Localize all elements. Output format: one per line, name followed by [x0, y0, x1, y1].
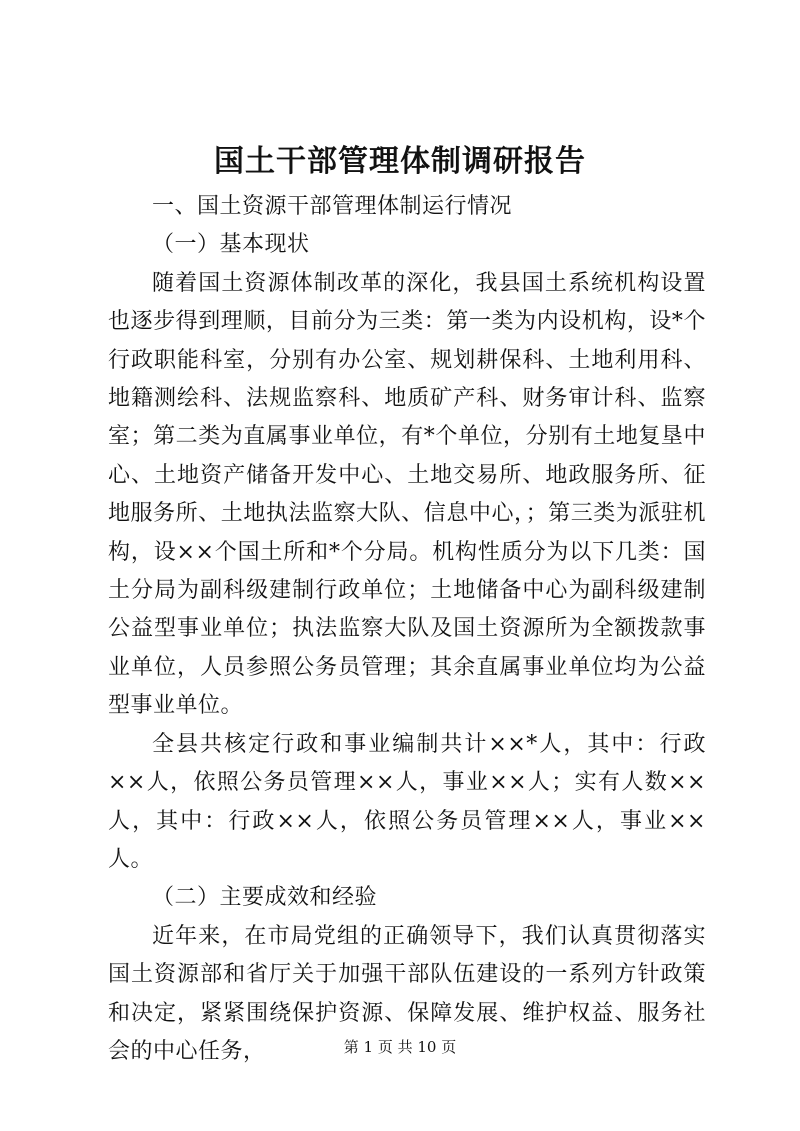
page-footer: 第 1 页 共 10 页: [343, 1038, 457, 1056]
document-title: 国土干部管理体制调研报告: [214, 144, 586, 179]
subsection-heading: （一）基本现状: [152, 232, 310, 258]
subsection-heading: （二）主要成效和经验: [152, 885, 378, 911]
body-paragraph: 全县共核定行政和事业编制共计××*人，其中：行政××人，依照公务员管理××人，事业××人；实有人数××人，其中：行政××人，依照公务员管理××人，事业××人。: [108, 731, 706, 872]
section-heading: 一、国土资源干部管理体制运行情况: [152, 194, 513, 219]
body-paragraph: 随着国土资源体制改革的深化，我县国土系统机构设置也逐步得到理顺，目前分为三类：第一类为内设机构，设*个行政职能科室，分别有办公室、规划耕保科、土地利用科、地籍测绘科、法规监察科、地质矿产科、财务审计科、监察室；第二类为直属事业单位，有*个单位，分别有土地复垦中心、土地资产储备开发中心、土地交易所、地政服务所、征地服务所、土地执法监察大队、信息中心，；第三类为派驻机构，设××个国土所和*个分局。机构性质分为以下几类：国土分局为副科级建制行政单位；土地储备中心为副科级建制公益型事业单位；执法监察大队及国土资源所为全额拨款事业单位，人员参照公务员管理；其余直属事业单位均为公益型事业单位。: [108, 270, 706, 719]
document-body: [108, 188, 706, 1071]
body-paragraph: 近年来，在市局党组的正确领导下，我们认真贯彻落实国土资源部和省厅关于加强干部队伍建设的一系列方针政策和决定，紧紧围绕保护资源、保障发展、维护权益、服务社会的中心任务，: [108, 923, 706, 1064]
